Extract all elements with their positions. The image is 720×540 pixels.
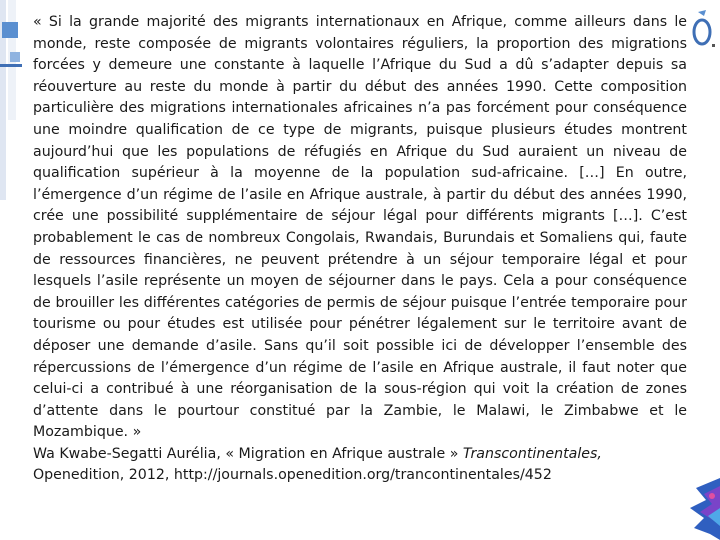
- decorative-artwork: [686, 478, 720, 540]
- decorative-corner-mark: [690, 10, 716, 50]
- citation-authors: Wa Kwabe-Segatti Aurélia, « Migration en Afrique australe »: [33, 445, 463, 462]
- citation-details: Openedition, 2012, http://journals.openedition.org/trancontinentales/452: [33, 467, 552, 484]
- source-citation: [33, 444, 687, 487]
- decorative-left-bar: [0, 0, 22, 200]
- decor-square: [10, 52, 20, 62]
- decor-line: [0, 64, 22, 67]
- quotation-paragraph: « Si la grande majorité des migrants internationaux en Afrique, comme ailleurs dans le monde, reste composée de migrants volontaires réguliers, la proportion des migrations forcées y demeure une constante à laquelle l’Afrique du Sud a dû s’adapter depuis sa réouverture au reste du monde à partir du début des années 1990. Cette composition particulière des migrations internationales africaines n’a pas forcément pour conséquence une moindre qualification de ce type de migrants, puisque plusieurs études montrent aujourd’hui que les populations de réfugiés en Afrique du Sud auraient un niveau de qualification supérieur à la moyenne de la population sud-africaine. […] En outre, l’émergence d’un régime de l’asile en Afrique australe, à partir du début des années 1990, crée une possibilité supplémentaire de séjour légal pour différents migrants […]. C’est probablement le cas de nombreux Congolais, Rwandais, Burundais et Somaliens qui, faute de ressources financières, ne peuvent prétendre à un séjour temporaire légal et pour lesquels l’asile représente un moyen de séjourner dans le pays. Cela a pour conséquence de brouiller les différentes catégories de permis de séjour puisque l’entrée temporaire pour tourisme ou pour études est utilisée pour pénétrer légalement sur le territoire avant de déposer une demande d’asile. Sans qu’il soit possible ici de développer l’ensemble des répercussions de l’émergence d’un régime de l’asile en Afrique australe, il faut noter que celui-ci a contribué à une réorganisation de la sous-région qui voit la création de zones d’attente dans le pourtour constitué par la Zambie, le Malawi, le Zimbabwe et le Mozambique. »: [33, 14, 687, 441]
- citation-journal: Transcontinentales,: [462, 445, 602, 462]
- decor-square: [2, 22, 18, 38]
- quotation-text-block: [33, 12, 687, 487]
